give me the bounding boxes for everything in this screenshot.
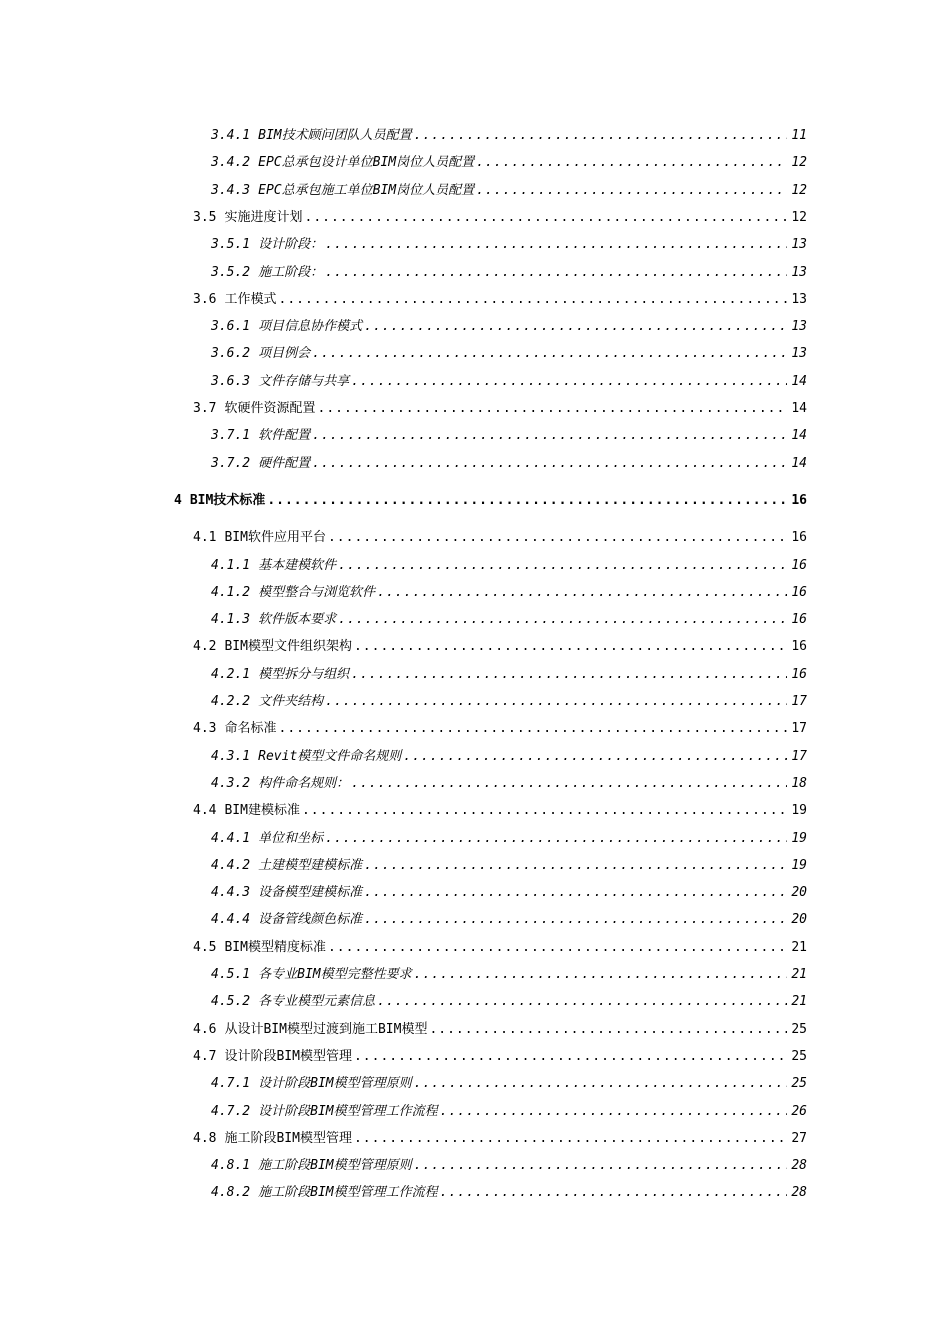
toc-entry-label: 各专业模型元素信息 [258, 994, 376, 1010]
toc-entry[interactable] [211, 855, 807, 877]
toc-entry-number: 4.5.2 [211, 994, 251, 1010]
toc-entry-number: 4.4.1 [211, 830, 251, 846]
toc-entry[interactable] [211, 691, 807, 713]
toc-entry-number: 3.4.2 [211, 155, 251, 171]
toc-entry-label: Revit模型文件命名规则 [258, 748, 402, 764]
toc-dot-leader [325, 234, 787, 256]
toc-entry[interactable] [211, 425, 807, 447]
toc-entry[interactable] [193, 800, 807, 822]
toc-dot-leader [312, 425, 787, 447]
toc-entry-number: 4.3.2 [211, 775, 251, 791]
toc-entry[interactable] [211, 1101, 807, 1123]
toc-entry-number: 4 [174, 492, 182, 508]
toc-entry-number: 4.4.4 [211, 912, 251, 928]
toc-entry-label: 施工阶段BIM模型管理工作流程 [258, 1185, 438, 1201]
toc-dot-leader [354, 636, 787, 658]
toc-entry-number: 4.3 [193, 721, 217, 737]
toc-dot-leader [325, 828, 787, 850]
toc-entry-label: 设计阶段： [258, 237, 324, 253]
toc-entry-number: 3.5.1 [211, 237, 251, 253]
toc-dot-leader [429, 1019, 787, 1041]
toc-entry[interactable] [193, 718, 807, 740]
toc-entry[interactable] [211, 773, 807, 795]
toc-entry-label: 施工阶段BIM模型管理原则 [258, 1158, 412, 1174]
toc-entry-page-number: 19 [791, 830, 807, 846]
toc-entry-label: 施工阶段： [258, 264, 324, 280]
toc-entry-page-number: 20 [791, 912, 807, 928]
toc-entry-number: 4.8 [193, 1130, 217, 1146]
toc-entry-page-number: 14 [791, 428, 807, 444]
toc-entry[interactable] [211, 909, 807, 931]
toc-entry-label: 文件存储与共享 [258, 373, 350, 389]
toc-entry-number: 4.1.3 [211, 612, 251, 628]
toc-entry-number: 4.3.1 [211, 748, 251, 764]
toc-dot-leader [318, 398, 788, 420]
toc-entry-page-number: 14 [791, 401, 807, 416]
toc-dot-leader [302, 800, 787, 822]
toc-entry-page-number: 20 [791, 885, 807, 901]
toc-entry[interactable] [193, 1128, 807, 1150]
toc-entry[interactable] [211, 828, 807, 850]
toc-entry-label: 各专业BIM模型完整性要求 [258, 967, 412, 982]
toc-entry[interactable] [211, 1182, 807, 1204]
toc-entry-label: BIM技术标准 [189, 492, 266, 508]
toc-entry-page-number: 12 [791, 209, 807, 225]
toc-entry-number: 3.7.1 [211, 428, 251, 444]
toc-dot-leader [279, 289, 788, 311]
toc-entry-number: 3.4.3 [211, 182, 251, 198]
toc-entry[interactable] [211, 555, 807, 577]
toc-entry[interactable] [211, 991, 807, 1013]
toc-dot-leader [414, 964, 787, 986]
toc-entry-number: 3.7.2 [211, 455, 251, 471]
toc-entry-label: 基本建模软件 [258, 557, 337, 573]
toc-entry-number: 4.1 [193, 530, 217, 546]
toc-entry[interactable] [211, 1073, 807, 1095]
toc-entry[interactable] [193, 527, 807, 549]
toc-entry-page-number: 27 [791, 1130, 807, 1146]
toc-entry-number: 4.1.2 [211, 584, 251, 600]
toc-entry[interactable] [211, 316, 807, 338]
toc-entry-number: 3.7 [193, 401, 217, 416]
toc-dot-leader [354, 1046, 787, 1068]
toc-entry-label: 文件夹结构 [258, 694, 324, 709]
toc-entry-number: 3.6.3 [211, 373, 251, 389]
toc-entry-number: 4.4.3 [211, 885, 251, 901]
toc-dot-leader [414, 1073, 787, 1095]
toc-entry-number: 4.2 [193, 639, 217, 655]
toc-entry-number: 4.5 [193, 939, 217, 955]
toc-entry-page-number: 16 [791, 639, 807, 655]
toc-entry-label: 项目信息协作模式 [258, 319, 363, 335]
toc-dot-leader [279, 718, 788, 740]
toc-entry-number: 3.6.1 [211, 319, 251, 335]
toc-dot-leader [325, 691, 787, 713]
toc-dot-leader [364, 882, 787, 904]
toc-dot-leader [312, 343, 787, 365]
toc-dot-leader [476, 152, 787, 174]
toc-entry-page-number: 16 [791, 612, 807, 628]
toc-dot-leader [351, 664, 787, 686]
toc-dot-leader [267, 490, 787, 512]
toc-entry-page-number: 12 [791, 182, 807, 198]
toc-entry-page-number: 18 [791, 775, 807, 791]
toc-entry-number: 4.8.1 [211, 1158, 251, 1174]
toc-dot-leader [305, 207, 788, 229]
toc-entry-number: 3.6 [193, 291, 217, 307]
toc-entry-label: 设计阶段BIM模型管理工作流程 [258, 1103, 438, 1119]
toc-dot-leader [364, 909, 787, 931]
toc-entry-page-number: 13 [791, 237, 807, 253]
toc-dot-leader [338, 555, 787, 577]
toc-entry[interactable] [211, 1155, 807, 1177]
toc-entry-page-number: 25 [791, 1048, 807, 1064]
toc-entry-label: 软硬件资源配置 [224, 401, 316, 416]
toc-entry-number: 4.6 [193, 1021, 217, 1037]
toc-entry-page-number: 21 [791, 994, 807, 1010]
toc-entry[interactable] [211, 664, 807, 686]
toc-entry-number: 4.7 [193, 1048, 217, 1064]
toc-entry-number: 4.4 [193, 803, 217, 819]
toc-entry[interactable] [193, 937, 807, 959]
toc-dot-leader [354, 1128, 787, 1150]
toc-entry[interactable] [211, 746, 807, 768]
toc-entry-page-number: 16 [791, 557, 807, 573]
toc-entry-page-number: 11 [791, 128, 807, 143]
toc-entry[interactable] [193, 398, 807, 420]
toc-entry-number: 3.4.1 [211, 128, 251, 143]
toc-dot-leader [364, 855, 787, 877]
toc-entry-page-number: 16 [791, 530, 807, 546]
toc-entry-number: 4.1.1 [211, 557, 251, 573]
toc-entry-label: 单位和坐标 [258, 830, 324, 846]
toc-dot-leader [325, 262, 787, 284]
toc-entry-page-number: 16 [791, 666, 807, 682]
toc-entry-page-number: 19 [791, 857, 807, 873]
toc-dot-leader [414, 1155, 787, 1177]
toc-entry[interactable] [211, 262, 807, 284]
toc-entry[interactable] [211, 152, 807, 174]
toc-entry-label: 实施进度计划 [224, 209, 303, 225]
toc-entry[interactable] [211, 582, 807, 604]
toc-dot-leader [476, 180, 787, 202]
toc-entry[interactable] [211, 343, 807, 365]
toc-entry-number: 4.8.2 [211, 1185, 251, 1201]
toc-entry-number: 3.6.2 [211, 346, 251, 362]
toc-entry-label: EPC总承包设计单位BIM岗位人员配置 [258, 155, 475, 171]
toc-entry-page-number: 13 [791, 291, 807, 307]
toc-entry-page-number: 13 [791, 346, 807, 362]
toc-entry-number: 4.7.2 [211, 1103, 251, 1119]
toc-entry-label: 软件配置 [258, 428, 311, 444]
toc-entry[interactable] [211, 125, 807, 147]
toc-entry-label: 设备模型建模标准 [258, 885, 363, 901]
toc-entry[interactable] [211, 882, 807, 904]
toc-entry-label: 设备管线颜色标准 [258, 912, 363, 928]
toc-entry-label: 项目例会 [258, 346, 311, 362]
toc-entry-page-number: 16 [791, 584, 807, 600]
toc-dot-leader [312, 453, 787, 475]
toc-dot-leader [351, 773, 787, 795]
toc-entry-label: 模型拆分与组织 [258, 666, 350, 682]
toc-entry-page-number: 28 [791, 1185, 807, 1201]
toc-entry-label: BIM建模标准 [224, 803, 300, 819]
toc-entry-label: BIM技术顾问团队人员配置 [258, 128, 412, 143]
toc-entry[interactable] [211, 234, 807, 256]
toc-entry-label: 设计阶段BIM模型管理原则 [258, 1076, 412, 1092]
toc-entry-page-number: 13 [791, 319, 807, 335]
toc-entry-label: EPC总承包施工单位BIM岗位人员配置 [258, 182, 475, 198]
toc-entry[interactable] [193, 636, 807, 658]
toc-entry-label: 构件命名规则： [258, 775, 350, 791]
toc-entry-label: BIM软件应用平台 [224, 530, 326, 546]
toc-entry-page-number: 17 [791, 721, 807, 737]
toc-dot-leader [328, 527, 787, 549]
toc-entry-number: 4.5.1 [211, 967, 251, 982]
toc-entry-page-number: 25 [791, 1076, 807, 1092]
toc-dot-leader [440, 1101, 787, 1123]
toc-entry-page-number: 21 [791, 939, 807, 955]
toc-entry-page-number: 21 [791, 967, 807, 982]
toc-entry[interactable] [211, 180, 807, 202]
toc-entry-number: 3.5.2 [211, 264, 251, 280]
toc-entry-label: 命名标准 [224, 721, 277, 737]
toc-entry-label: 模型整合与浏览软件 [258, 584, 376, 600]
toc-dot-leader [440, 1182, 787, 1204]
toc-entry[interactable] [193, 289, 807, 311]
toc-dot-leader [414, 125, 787, 147]
toc-dot-leader [364, 316, 787, 338]
toc-entry-number: 4.7.1 [211, 1076, 251, 1092]
toc-dot-leader [403, 746, 787, 768]
toc-entry-label: 从设计BIM模型过渡到施工BIM模型 [224, 1021, 428, 1037]
toc-entry-label: BIM模型精度标准 [224, 939, 326, 955]
toc-entry[interactable] [211, 964, 807, 986]
toc-entry-page-number: 19 [791, 803, 807, 819]
toc-entry-number: 4.2.1 [211, 666, 251, 682]
toc-entry-label: BIM模型文件组织架构 [224, 639, 352, 655]
toc-entry-number: 4.4.2 [211, 857, 251, 873]
toc-entry-label: 施工阶段BIM模型管理 [224, 1130, 352, 1146]
toc-entry-label: 工作模式 [224, 291, 277, 307]
toc-entry-page-number: 17 [791, 694, 807, 709]
toc-entry-page-number: 14 [791, 455, 807, 471]
toc-entry[interactable] [174, 490, 807, 512]
toc-dot-leader [377, 582, 787, 604]
toc-entry-page-number: 16 [791, 492, 807, 508]
toc-entry-number: 4.2.2 [211, 694, 251, 709]
toc-entry-label: 软件版本要求 [258, 612, 337, 628]
toc-entry[interactable] [193, 1046, 807, 1068]
toc-entry[interactable] [211, 453, 807, 475]
toc-entry-number: 3.5 [193, 209, 217, 225]
toc-dot-leader [351, 371, 787, 393]
toc-entry-label: 土建模型建模标准 [258, 857, 363, 873]
toc-entry-page-number: 17 [791, 748, 807, 764]
toc-entry-page-number: 26 [791, 1103, 807, 1119]
toc-entry[interactable] [211, 371, 807, 393]
toc-entry-label: 硬件配置 [258, 455, 311, 471]
toc-entry-page-number: 14 [791, 373, 807, 389]
toc-dot-leader [328, 937, 787, 959]
toc-entry-page-number: 12 [791, 155, 807, 171]
toc-entry-page-number: 25 [791, 1021, 807, 1037]
toc-entry[interactable] [193, 207, 807, 229]
toc-dot-leader [338, 609, 787, 631]
toc-entry-label: 设计阶段BIM模型管理 [224, 1048, 352, 1064]
toc-entry-page-number: 28 [791, 1158, 807, 1174]
toc-dot-leader [377, 991, 787, 1013]
toc-entry-page-number: 13 [791, 264, 807, 280]
toc-entry[interactable] [211, 609, 807, 631]
toc-entry[interactable] [193, 1019, 807, 1041]
